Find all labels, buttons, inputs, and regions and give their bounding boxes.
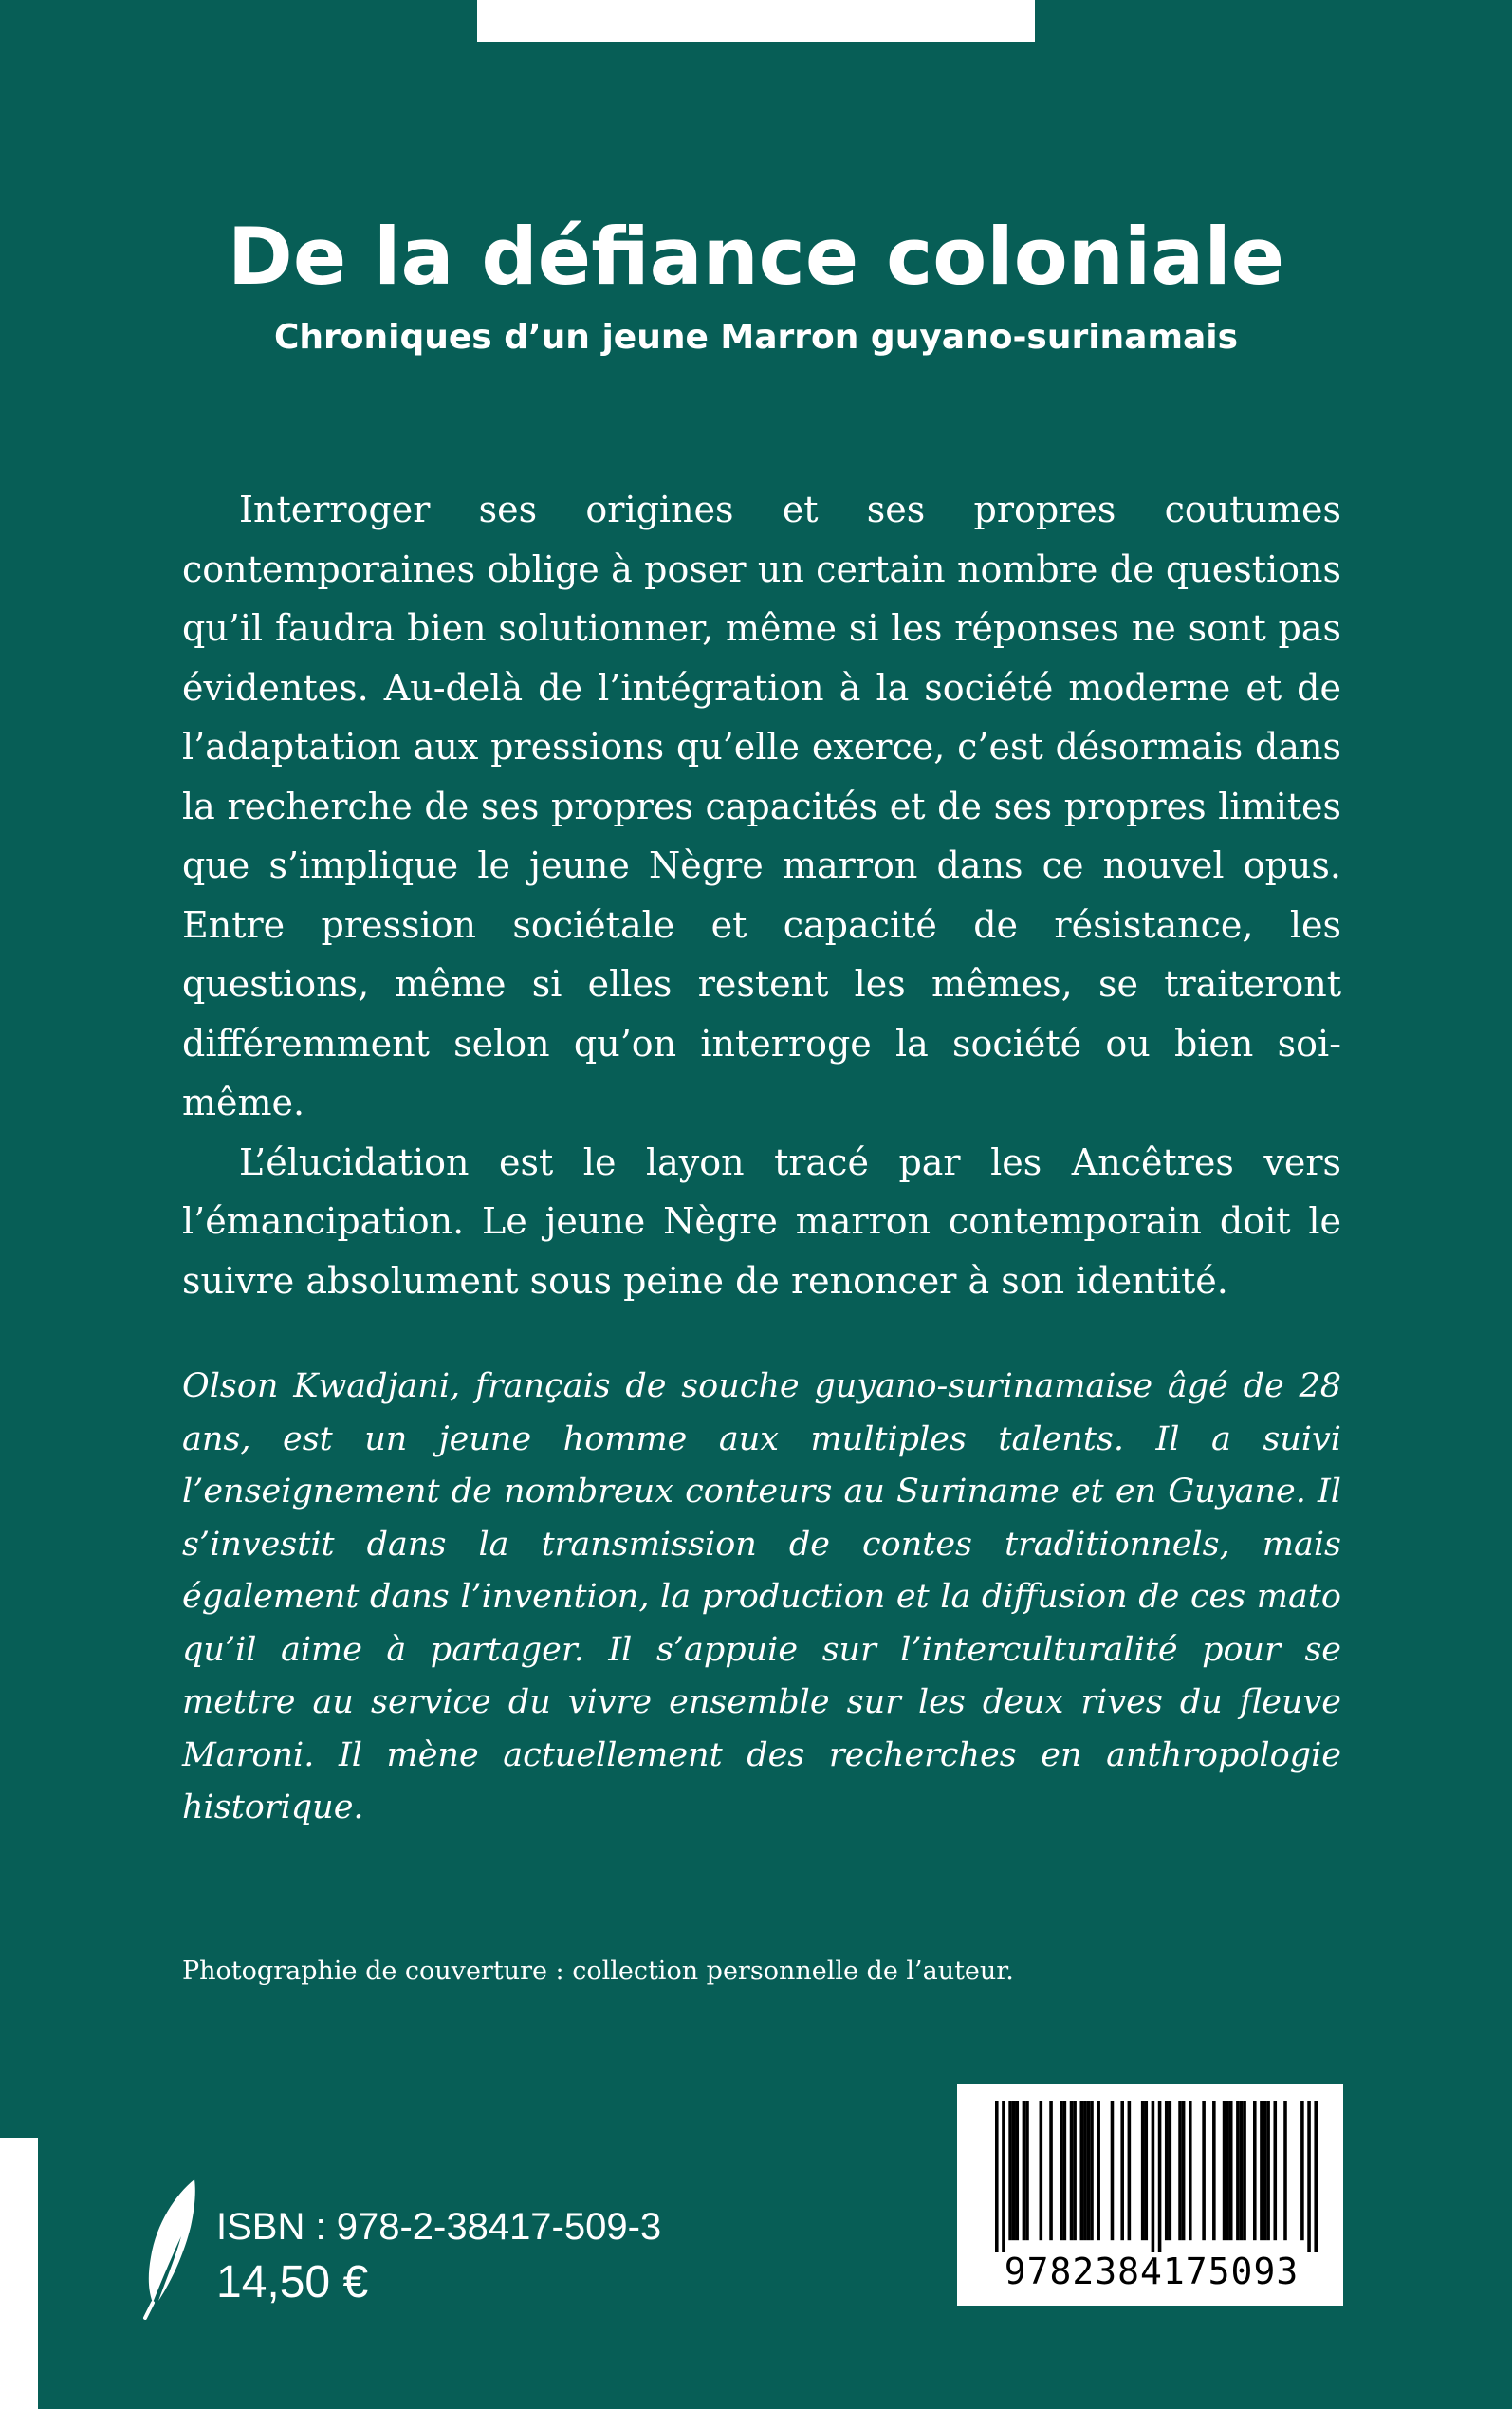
barcode-bar xyxy=(1158,2101,1162,2252)
book-subtitle: Chroniques d’un jeune Marron guyano-surinamais xyxy=(273,318,1239,357)
author-bio: Olson Kwadjani, français de souche guyano-surinamaise âgé de 28 ans, est un jeune homme aux multiples talents. Il a suivi l’enseignement de nombreux conteurs au Suriname et en Guyane. Il s’investit dans la transmission de contes traditionnels, mais également dans l’invention, la production et la diffusion de ces mato qu’il aime à partager. Il s’appuie sur l’interculturalité pour se mettre au service du vivre ensemble sur les deux rives du fleuve Maroni. Il mène actuellement des recherches en anthropologie historique. xyxy=(182,1367,1341,1826)
barcode-bar xyxy=(1002,2101,1005,2252)
barcode-bar xyxy=(1144,2101,1148,2240)
barcode-bar xyxy=(1128,2101,1132,2240)
barcode-bars xyxy=(995,2101,1318,2252)
barcode-bar xyxy=(1273,2101,1277,2240)
barcode-bar xyxy=(1178,2101,1182,2240)
barcode-bar xyxy=(1307,2101,1311,2252)
barcode-bar xyxy=(1049,2101,1053,2240)
barcode-bar xyxy=(1070,2101,1074,2240)
barcode-bar xyxy=(1120,2101,1124,2240)
barcode-bar xyxy=(1240,2101,1244,2240)
barcode-bar xyxy=(1263,2101,1267,2240)
barcode-bar xyxy=(1266,2101,1270,2240)
barcode-bar xyxy=(1040,2101,1043,2240)
barcode-bar xyxy=(1141,2101,1145,2240)
barcode-bar xyxy=(1111,2101,1115,2240)
barcode-bar xyxy=(995,2101,999,2252)
barcode-bar xyxy=(1212,2101,1216,2240)
barcode-bar xyxy=(1223,2101,1226,2240)
barcode-bar xyxy=(1165,2101,1169,2240)
barcode-number: 9782384175093 xyxy=(1004,2251,1300,2292)
barcode-bar xyxy=(1169,2101,1172,2240)
barcode-bar xyxy=(1260,2101,1263,2240)
barcode-bar xyxy=(1087,2101,1091,2240)
feather-icon xyxy=(138,2177,198,2320)
price-label: 14,50 € xyxy=(216,2257,369,2307)
barcode-bar xyxy=(1063,2101,1067,2240)
barcode-bar xyxy=(1152,2101,1155,2252)
barcode-bar xyxy=(1083,2101,1087,2240)
blurb-paragraph: L’élucidation est le layon tracé par les Ancêtres vers l’émancipation. Le jeune Nègre marron contemporain doit le suivre absolument sous peine de renoncer à son identité. xyxy=(182,1140,1341,1302)
top-band xyxy=(477,0,1035,42)
barcode-bar xyxy=(1079,2101,1083,2240)
barcode-bar xyxy=(1226,2101,1229,2240)
isbn-label: ISBN : 978-2-38417-509-3 xyxy=(216,2206,662,2248)
barcode-bar xyxy=(1253,2101,1257,2240)
barcode-bar xyxy=(1090,2101,1094,2240)
blurb-paragraph: Interroger ses origines et ses propres coutumes contemporaines oblige à poser un certain nombre de questions qu’il faudra bien solutionner, même si les réponses ne sont pas évidentes. Au-delà de l’intégration à la société moderne et de l’adaptation aux pressions qu’elle exerce, c’est désormais dans la recherche de ses propres capacités et de ses propres limites que s’implique le jeune Nègre marron dans ce nouvel opus. Entre pression sociétale et capacité de résistance, les questions, même si elles restent les mêmes, se traiteront différemment selon qu’on interroge la société ou bien soi-même. xyxy=(182,489,1341,1123)
back-cover-blurb xyxy=(182,480,1341,1310)
barcode-bar xyxy=(1283,2101,1287,2240)
barcode-bar xyxy=(1236,2101,1240,2240)
barcode-bar xyxy=(1182,2101,1186,2240)
barcode-bar xyxy=(1015,2101,1019,2240)
barcode-bar xyxy=(1012,2101,1016,2240)
barcode-bar xyxy=(1008,2101,1012,2240)
barcode-bar xyxy=(1202,2101,1206,2240)
barcode-bar xyxy=(1229,2101,1233,2240)
barcode-bar xyxy=(1097,2101,1100,2240)
barcode-bar xyxy=(1243,2101,1246,2240)
barcode-bar xyxy=(1300,2101,1304,2240)
photo-credit: Photographie de couverture : collection personnelle de l’auteur. xyxy=(182,1956,1014,1986)
book-title: De la défiance coloniale xyxy=(227,211,1285,303)
barcode-bar xyxy=(1025,2101,1029,2240)
barcode-bar xyxy=(1189,2101,1192,2240)
barcode-bar xyxy=(1314,2101,1318,2252)
barcode-bar xyxy=(1023,2101,1026,2240)
barcode xyxy=(957,2084,1343,2306)
left-edge-strip xyxy=(0,2138,38,2409)
barcode-bar xyxy=(1060,2101,1063,2240)
barcode-bar xyxy=(1073,2101,1077,2240)
